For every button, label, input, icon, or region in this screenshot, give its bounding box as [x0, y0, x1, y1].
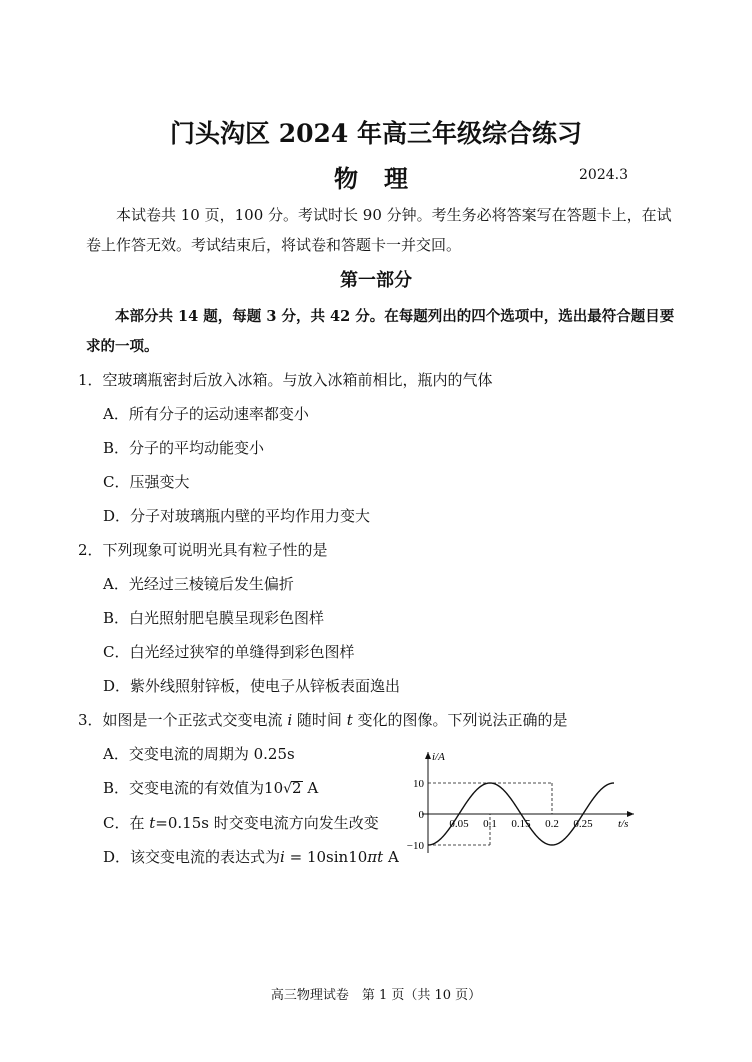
- question-2-option-d: D．紫外线照射锌板，使电子从锌板表面逸出: [103, 677, 401, 695]
- x-tick-label: 0.1: [483, 818, 497, 830]
- subject-title: 物理: [334, 164, 434, 193]
- y-tick-label: 10: [413, 778, 424, 790]
- question-2-option-c: C．白光经过狭窄的单缝得到彩色图样: [103, 643, 355, 661]
- page-footer: 高三物理试卷 第 1 页（共 10 页）: [270, 988, 482, 1003]
- question-2-option-b: B．白光照射肥皂膜呈现彩色图样: [103, 609, 325, 627]
- exam-date: 2024.3: [579, 167, 628, 183]
- question-2-option-a: A．光经过三棱镜后发生偏折: [103, 575, 294, 593]
- question-1-option-a: A．所有分子的运动速率都变小: [103, 405, 309, 423]
- y-tick-label: 0: [418, 809, 424, 821]
- y-tick-label: −10: [406, 840, 424, 852]
- question-3-option-b: B．交变电流的有效值为10√2 A: [103, 779, 319, 797]
- question-1-option-c: C．压强变大: [103, 473, 190, 491]
- exam-title: 门头沟区 2024 年高三年级综合练习: [170, 119, 582, 148]
- y-axis-label: i/A: [432, 751, 445, 763]
- x-tick-label: 0.2: [545, 818, 559, 830]
- question-2-stem: 2．下列现象可说明光具有粒子性的是: [78, 541, 328, 559]
- part-description: 本部分共 14 题，每题 3 分，共 42 分。在每题列出的四个选项中，选出最符合题目要求的一项。: [86, 308, 675, 355]
- question-3-option-d: D．该交变电流的表达式为i = 10sin10πt A: [103, 848, 399, 866]
- x-axis-label: t/s: [618, 818, 629, 830]
- question-1-option-d: D．分子对玻璃瓶内壁的平均作用力变大: [103, 507, 371, 525]
- question-3-option-a: A．交变电流的周期为 0.25s: [103, 745, 295, 763]
- question-1-stem: 1．空玻璃瓶密封后放入冰箱。与放入冰箱前相比，瓶内的气体: [78, 371, 493, 389]
- x-tick-label: 0.05: [449, 818, 469, 830]
- current-time-graph: [400, 750, 640, 870]
- question-3-stem: 3．如图是一个正弦式交变电流 i 随时间 t 变化的图像。下列说法正确的是: [78, 711, 568, 729]
- x-tick-label: 0.15: [511, 818, 531, 830]
- part-title: 第一部分: [340, 270, 412, 291]
- x-tick-label: 0.25: [573, 818, 593, 830]
- question-1-option-b: B．分子的平均动能变小: [103, 439, 265, 457]
- question-3-option-c: C．在 t=0.15s 时交变电流方向发生改变: [103, 814, 379, 832]
- exam-instructions: 本试卷共 10 页，100 分。考试时长 90 分钟。考生务必将答案写在答题卡上，在试卷上作答无效。考试结束后，将试卷和答题卡一并交回。: [86, 206, 672, 254]
